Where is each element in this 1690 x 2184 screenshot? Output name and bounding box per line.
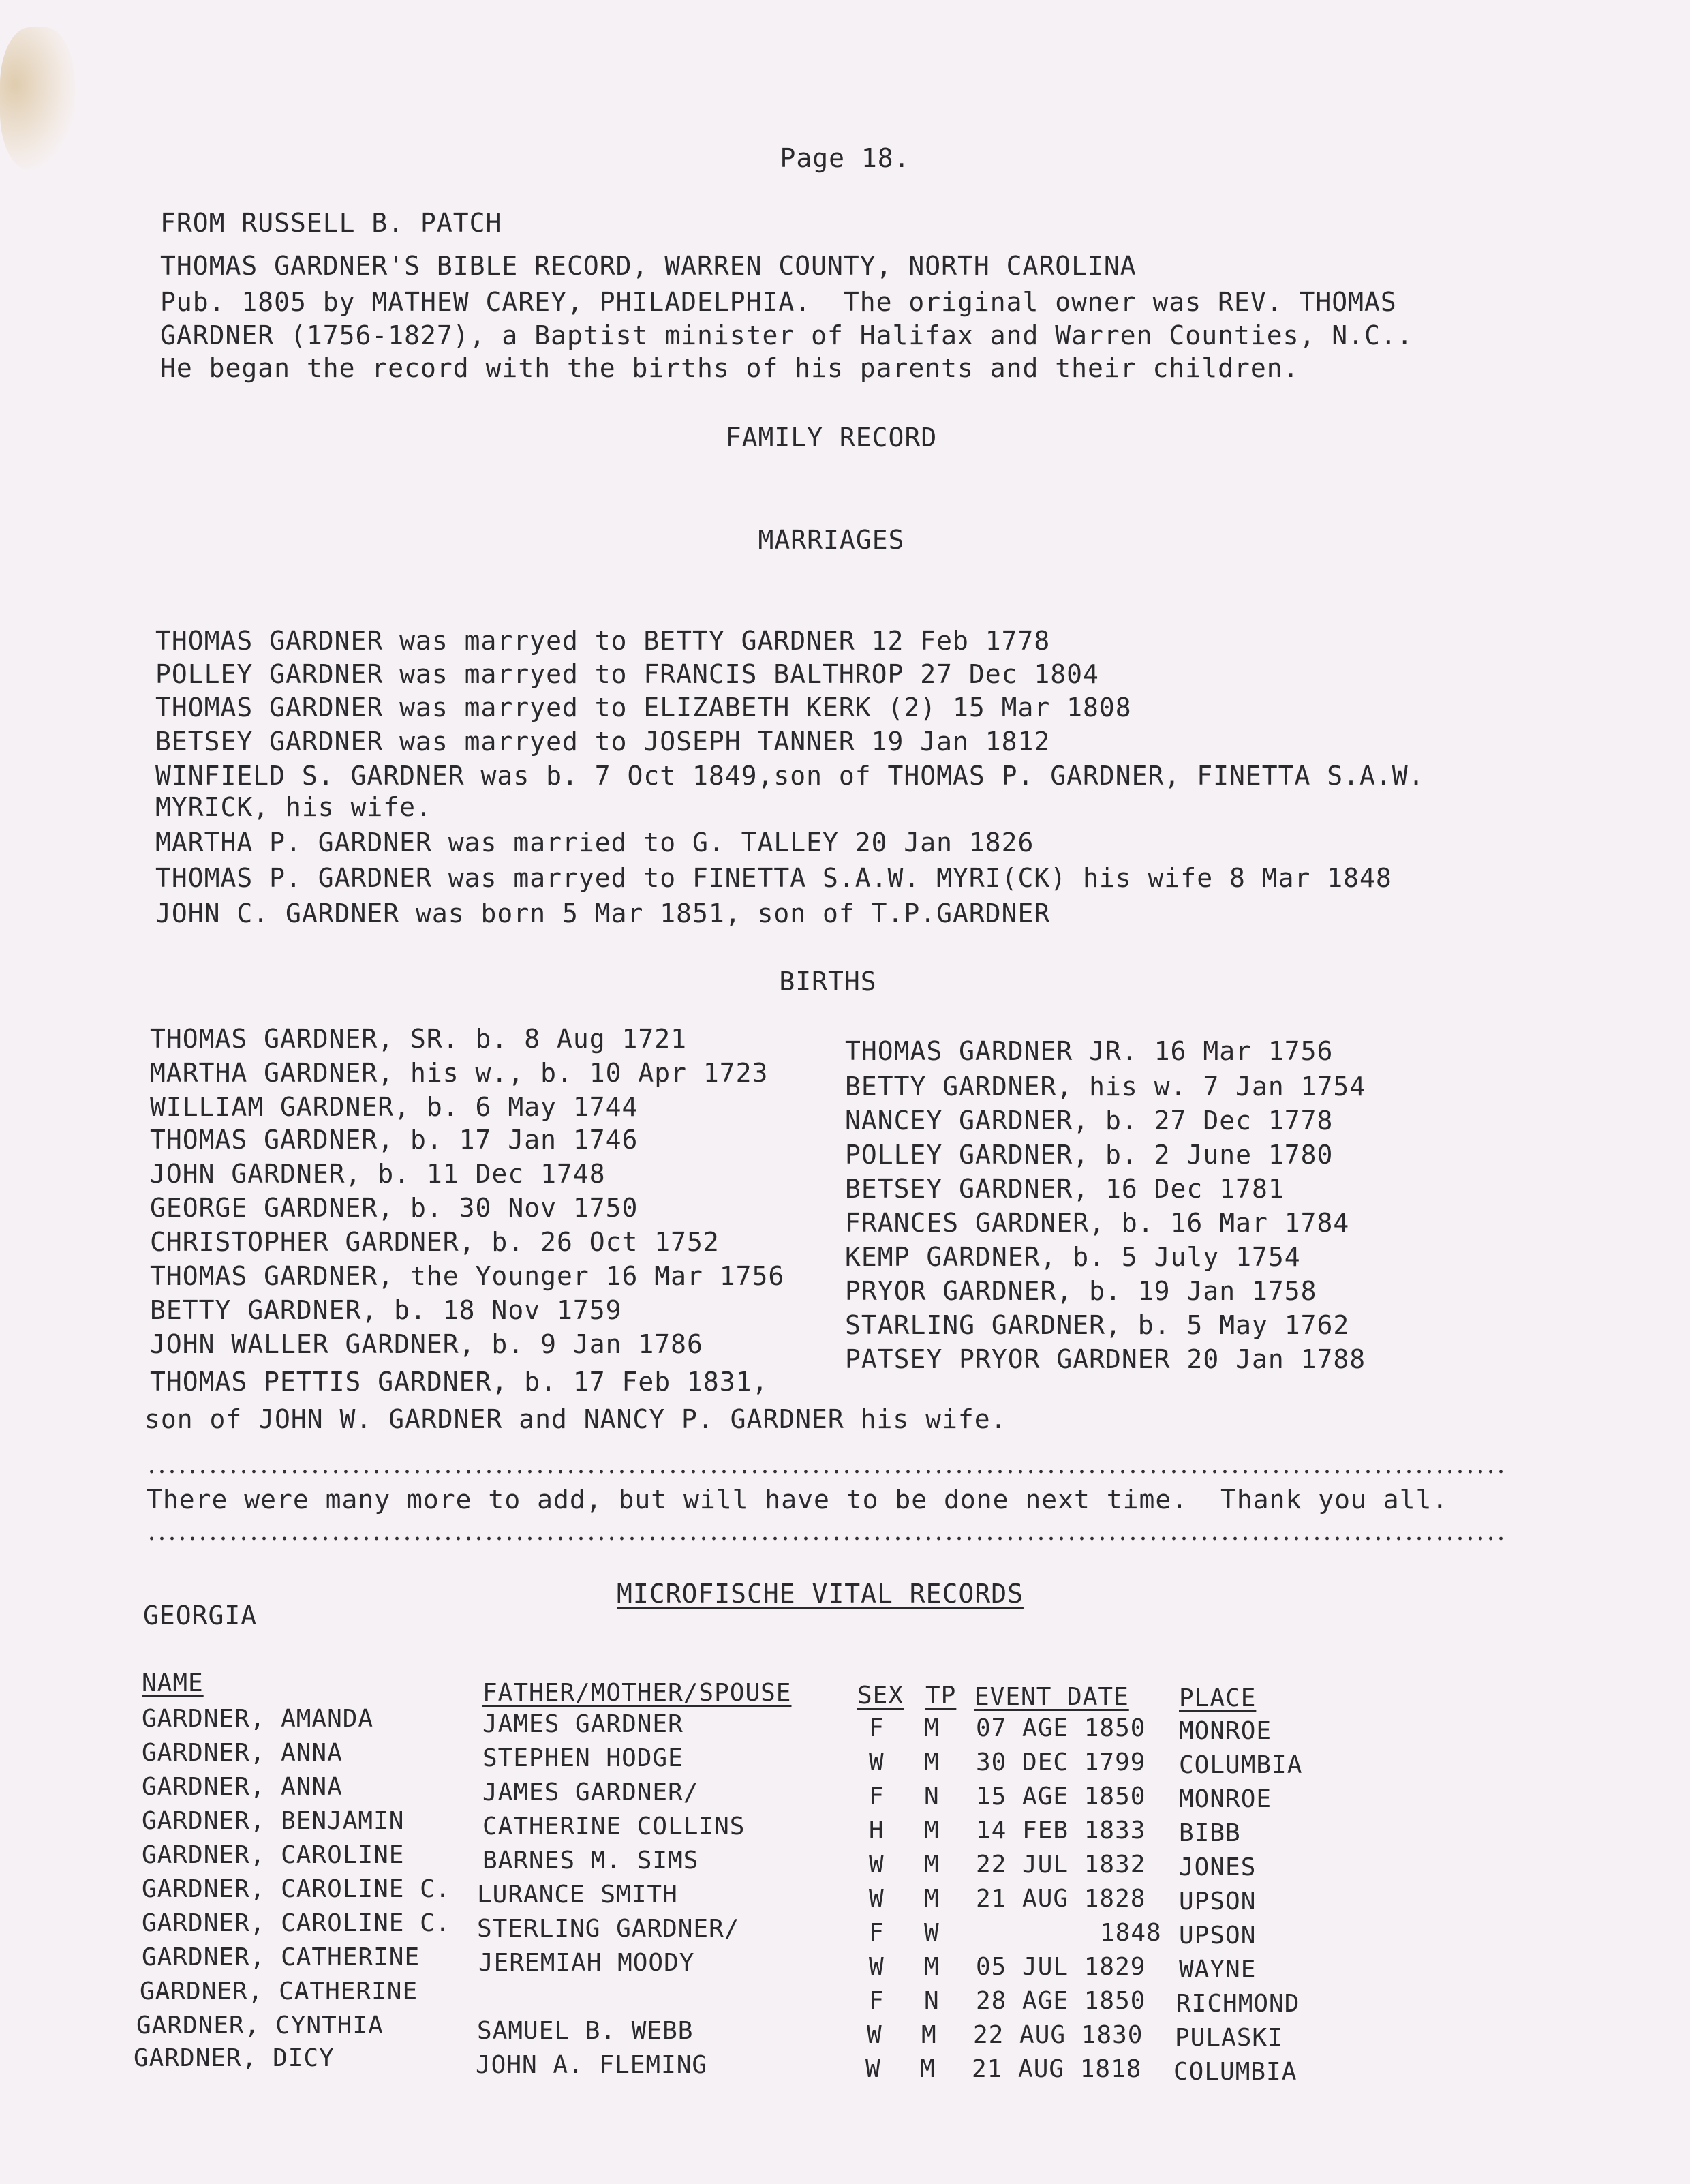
birth-entry: THOMAS GARDNER, b. 17 Jan 1746 [150, 1125, 639, 1155]
cell-relation: JOHN A. FLEMING [476, 2051, 708, 2079]
marriage-entry: MYRICK, his wife. [155, 792, 432, 822]
birth-entry: THOMAS GARDNER JR. 16 Mar 1756 [845, 1036, 1334, 1066]
cell-relation: JAMES GARDNER [482, 1710, 683, 1738]
cell-name: GARDNER, CATHERINE [140, 1977, 418, 2005]
birth-entry: POLLEY GARDNER, b. 2 June 1780 [845, 1140, 1334, 1170]
cell-sex: W [869, 1748, 885, 1776]
cell-relation: STEPHEN HODGE [482, 1744, 683, 1772]
cell-place: WAYNE [1179, 1956, 1257, 1984]
cell-name: GARDNER, DICY [134, 2044, 335, 2072]
marriage-entry: THOMAS GARDNER was marryed to ELIZABETH KERK (2) 15 Mar 1808 [155, 693, 1132, 723]
cell-sex: F [869, 1987, 885, 2015]
birth-entry: THOMAS PETTIS GARDNER, b. 17 Feb 1831, [150, 1367, 769, 1397]
cell-place: RICHMOND [1176, 1990, 1300, 2018]
cell-name: GARDNER, CAROLINE [142, 1841, 405, 1869]
cell-sex: W [869, 1885, 885, 1913]
cell-relation: JAMES GARDNER/ [482, 1778, 699, 1806]
cell-relation: CATHERINE COLLINS [482, 1813, 746, 1840]
cell-tp: M [924, 1817, 940, 1845]
cell-relation: SAMUEL B. WEBB [477, 2017, 694, 2045]
intro-line: GARDNER (1756-1827), a Baptist minister of Halifax and Warren Counties, N.C.. [160, 320, 1413, 350]
cell-event-date: 30 DEC 1799 [976, 1748, 1146, 1776]
cell-sex: W [865, 2055, 881, 2083]
cell-name: GARDNER, ANNA [142, 1773, 343, 1801]
cell-place: COLUMBIA [1173, 2058, 1297, 2086]
cell-place: BIBB [1179, 1819, 1241, 1847]
marriage-entry: BETSEY GARDNER was marryed to JOSEPH TANNER 19 Jan 1812 [155, 727, 1051, 757]
cell-tp: N [924, 1783, 940, 1810]
cell-place: MONROE [1179, 1717, 1272, 1745]
birth-entry: THOMAS GARDNER, SR. b. 8 Aug 1721 [150, 1024, 687, 1054]
cell-event-date: 22 JUL 1832 [976, 1851, 1146, 1879]
cell-tp: W [924, 1919, 940, 1947]
dotted-divider [147, 1469, 1506, 1474]
closing-note: There were many more to add, but will have to be done next time. Thank you all. [147, 1485, 1449, 1515]
cell-place: COLUMBIA [1179, 1751, 1303, 1779]
cell-sex: F [869, 1714, 885, 1742]
cell-relation: LURANCE SMITH [477, 1881, 678, 1909]
cell-event-date: 21 AUG 1818 [972, 2055, 1142, 2083]
marriage-entry: THOMAS GARDNER was marryed to BETTY GARDNER 12 Feb 1778 [155, 626, 1051, 656]
cell-sex: H [869, 1817, 885, 1845]
cell-tp: M [920, 2055, 936, 2083]
birth-entry: FRANCES GARDNER, b. 16 Mar 1784 [845, 1208, 1350, 1238]
cell-place: JONES [1179, 1853, 1257, 1881]
cell-tp: N [924, 1987, 940, 2015]
cell-tp: M [924, 1953, 940, 1981]
births-heading: BIRTHS [779, 967, 877, 997]
microfiche-heading: MICROFISCHE VITAL RECORDS [617, 1579, 1024, 1609]
cell-name: GARDNER, AMANDA [142, 1705, 374, 1733]
cell-tp: M [921, 2021, 937, 2049]
cell-tp: M [924, 1714, 940, 1742]
cell-tp: M [924, 1748, 940, 1776]
marriage-entry: WINFIELD S. GARDNER was b. 7 Oct 1849,son of THOMAS P. GARDNER, FINETTA S.A.W. [155, 761, 1425, 791]
cell-place: PULASKI [1175, 2024, 1283, 2052]
cell-tp: M [924, 1885, 940, 1913]
birth-entry: CHRISTOPHER GARDNER, b. 26 Oct 1752 [150, 1227, 720, 1257]
birth-entry: JOHN WALLER GARDNER, b. 9 Jan 1786 [150, 1329, 703, 1359]
header-relation: FATHER/MOTHER/SPOUSE [482, 1679, 792, 1707]
cell-place: UPSON [1179, 1887, 1257, 1915]
birth-entry: MARTHA GARDNER, his w., b. 10 Apr 1723 [150, 1058, 769, 1088]
cell-name: GARDNER, ANNA [142, 1739, 343, 1767]
cell-name: GARDNER, CAROLINE C. [142, 1909, 451, 1937]
cell-event-date: 14 FEB 1833 [976, 1817, 1146, 1845]
marriage-entry: JOHN C. GARDNER was born 5 Mar 1851, son of T.P.GARDNER [155, 898, 1051, 928]
cell-event-date: 05 JUL 1829 [976, 1953, 1146, 1981]
birth-entry: STARLING GARDNER, b. 5 May 1762 [845, 1310, 1350, 1340]
cell-name: GARDNER, CYNTHIA [136, 2012, 384, 2039]
dotted-divider [147, 1536, 1506, 1541]
cell-tp: M [924, 1851, 940, 1879]
birth-entry: JOHN GARDNER, b. 11 Dec 1748 [150, 1159, 606, 1189]
birth-entry: PRYOR GARDNER, b. 19 Jan 1758 [845, 1276, 1317, 1306]
birth-entry: son of JOHN W. GARDNER and NANCY P. GARDNER his wife. [144, 1404, 1007, 1434]
marriage-entry: THOMAS P. GARDNER was marryed to FINETTA S.A.W. MYRI(CK) his wife 8 Mar 1848 [155, 863, 1392, 893]
birth-entry: NANCEY GARDNER, b. 27 Dec 1778 [845, 1106, 1334, 1136]
cell-event-date: 21 AUG 1828 [976, 1885, 1146, 1913]
cell-sex: F [869, 1919, 885, 1947]
page-number: Page 18. [780, 143, 910, 173]
cell-event-date: 1848 [1100, 1919, 1162, 1947]
intro-line: THOMAS GARDNER'S BIBLE RECORD, WARREN COUNTY, NORTH CAROLINA [160, 251, 1137, 281]
cell-relation: BARNES M. SIMS [482, 1847, 699, 1875]
cell-event-date: 28 AGE 1850 [976, 1987, 1146, 2015]
birth-entry: KEMP GARDNER, b. 5 July 1754 [845, 1242, 1301, 1272]
intro-line: Pub. 1805 by MATHEW CAREY, PHILADELPHIA. The original owner was REV. THOMAS [160, 287, 1397, 317]
intro-line: He began the record with the births of his parents and their children. [160, 353, 1300, 383]
cell-sex: F [869, 1783, 885, 1810]
state-label: GEORGIA [143, 1601, 258, 1631]
header-sex: SEX [857, 1682, 904, 1710]
marriage-entry: MARTHA P. GARDNER was married to G. TALLEY 20 Jan 1826 [155, 828, 1034, 858]
birth-entry: GEORGE GARDNER, b. 30 Nov 1750 [150, 1193, 639, 1223]
cell-relation: JEREMIAH MOODY [478, 1949, 695, 1977]
cell-name: GARDNER, CATHERINE [142, 1943, 420, 1971]
header-event-date: EVENT DATE [974, 1683, 1129, 1711]
birth-entry: THOMAS GARDNER, the Younger 16 Mar 1756 [150, 1261, 785, 1291]
cell-event-date: 07 AGE 1850 [976, 1714, 1146, 1742]
marriages-heading: MARRIAGES [758, 525, 905, 555]
header-tp: TP [925, 1682, 957, 1710]
cell-place: UPSON [1179, 1922, 1257, 1950]
cell-event-date: 15 AGE 1850 [976, 1783, 1146, 1810]
cell-sex: W [867, 2021, 882, 2049]
cell-name: GARDNER, BENJAMIN [142, 1807, 405, 1835]
cell-relation: STERLING GARDNER/ [477, 1915, 740, 1943]
birth-entry: BETSEY GARDNER, 16 Dec 1781 [845, 1174, 1285, 1204]
birth-entry: PATSEY PRYOR GARDNER 20 Jan 1788 [845, 1344, 1366, 1374]
cell-event-date: 22 AUG 1830 [973, 2021, 1143, 2049]
cell-sex: W [869, 1953, 885, 1981]
birth-entry: BETTY GARDNER, b. 18 Nov 1759 [150, 1295, 622, 1325]
header-name: NAME [142, 1669, 204, 1697]
cell-name: GARDNER, CAROLINE C. [142, 1875, 451, 1903]
cell-sex: W [869, 1851, 885, 1879]
intro-line: FROM RUSSELL B. PATCH [160, 208, 502, 238]
cell-place: MONROE [1179, 1785, 1272, 1813]
birth-entry: BETTY GARDNER, his w. 7 Jan 1754 [845, 1072, 1366, 1102]
marriage-entry: POLLEY GARDNER was marryed to FRANCIS BALTHROP 27 Dec 1804 [155, 659, 1099, 689]
family-record-heading: FAMILY RECORD [725, 423, 938, 453]
header-place: PLACE [1179, 1684, 1257, 1712]
birth-entry: WILLIAM GARDNER, b. 6 May 1744 [150, 1092, 639, 1122]
